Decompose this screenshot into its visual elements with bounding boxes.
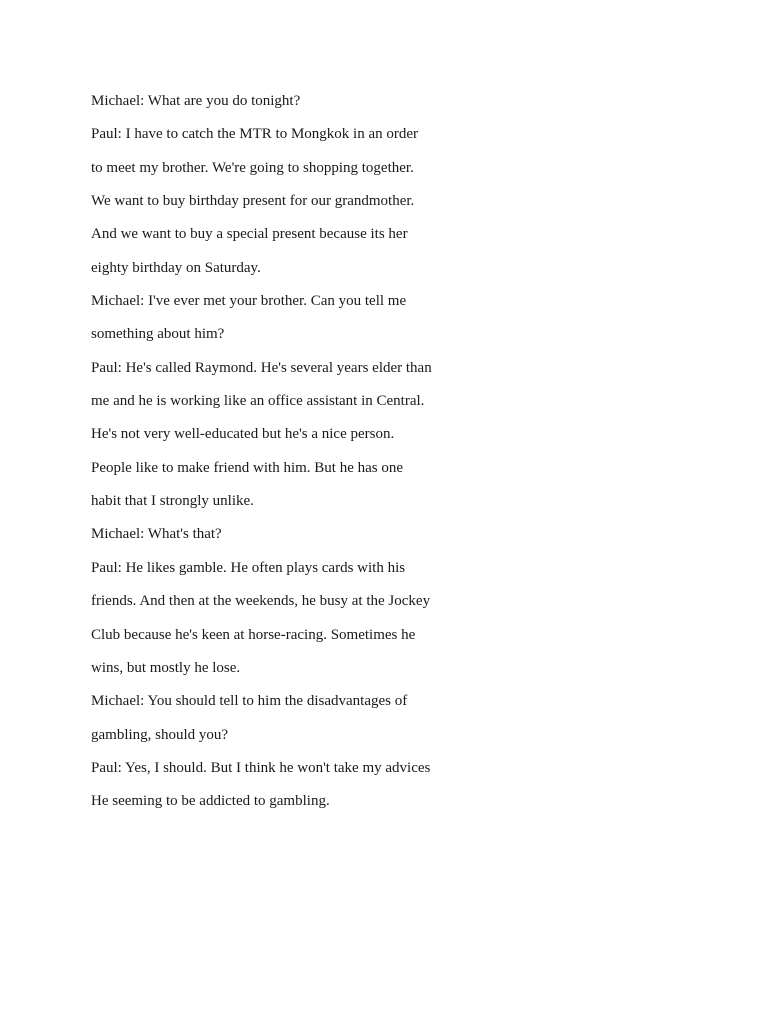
text-line: Paul: He's called Raymond. He's several years elder than [91, 359, 432, 376]
text-line: habit that I strongly unlike. [91, 493, 254, 510]
text-line: Paul: Yes, I should. But I think he won't take my advices [91, 759, 431, 776]
text-line: eighty birthday on Saturday. [91, 259, 261, 276]
text-line: friends. And then at the weekends, he busy at the Jockey [91, 593, 431, 610]
text-line: Club because he's keen at horse-racing. Sometimes he [91, 626, 416, 643]
text-line: Paul: He likes gamble. He often plays cards with his [91, 559, 406, 576]
text-line: And we want to buy a special present because its her [91, 226, 408, 243]
text-line: something about him? [91, 326, 225, 343]
dialogue-text [91, 85, 691, 819]
text-line: People like to make friend with him. But he has one [91, 459, 404, 476]
text-line: Michael: You should tell to him the disadvantages of [91, 693, 408, 710]
text-line: wins, but mostly he lose. [91, 659, 241, 676]
text-line: Michael: I've ever met your brother. Can you tell me [91, 293, 407, 310]
text-line: Michael: What are you do tonight? [91, 93, 301, 109]
text-line: gambling, should you? [91, 726, 229, 743]
text-line: We want to buy birthday present for our grandmother. [91, 193, 415, 210]
text-line: me and he is working like an office assistant in Central. [91, 393, 425, 410]
text-line: He seeming to be addicted to gambling. [91, 793, 330, 810]
text-line: Paul: I have to catch the MTR to Mongkok in an order [91, 126, 419, 143]
text-line: to meet my brother. We're going to shopping together. [91, 159, 414, 176]
text-line: He's not very well-educated but he's a nice person. [91, 426, 395, 443]
text-line: Michael: What's that? [91, 526, 222, 543]
